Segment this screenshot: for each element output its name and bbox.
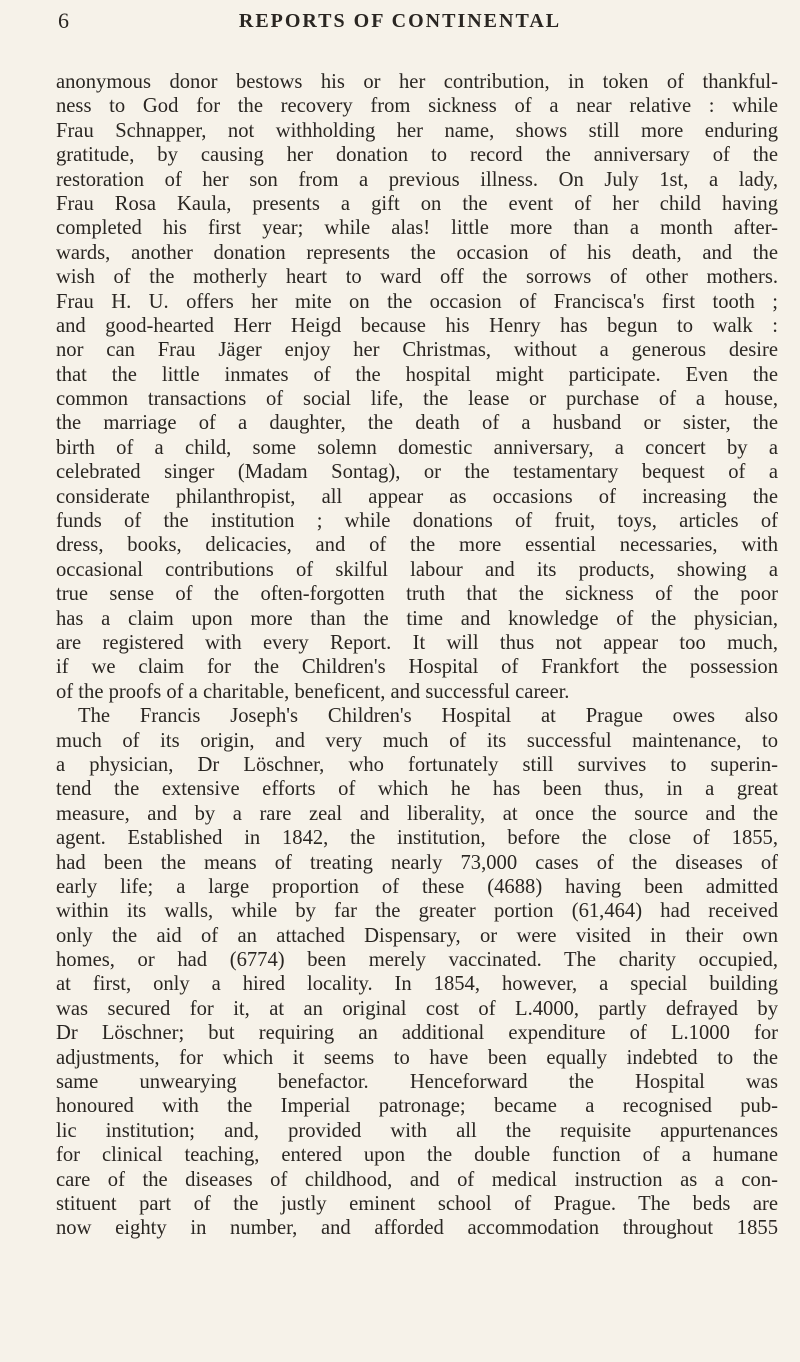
text-line: Dr Löschner; but requiring an additional expenditure of L.1000 for	[56, 1022, 778, 1045]
page-header	[0, 6, 800, 36]
text-line: early life; a large proportion of these (4688) having been admitted	[56, 875, 778, 898]
text-line: had been the means of treating nearly 73,000 cases of the diseases of	[56, 851, 778, 874]
text-line: occasional contributions of skilful labour and its products, showing a	[56, 558, 778, 581]
text-line: Frau H. U. offers her mite on the occasion of Francisca's first tooth ;	[56, 290, 778, 313]
text-line: ness to God for the recovery from sickness of a near relative : while	[56, 95, 778, 118]
text-line: birth of a child, some solemn domestic anniversary, a concert by a	[56, 436, 778, 459]
text-line: same unwearying benefactor. Henceforward the Hospital was	[56, 1071, 778, 1094]
text-line: celebrated singer (Madam Sontag), or the testamentary bequest of a	[56, 461, 778, 484]
text-line: anonymous donor bestows his or her contribution, in token of thankful-	[56, 71, 778, 93]
text-line: stituent part of the justly eminent school of Prague. The beds are	[56, 1192, 778, 1215]
text-line: much of its origin, and very much of its successful maintenance, to	[56, 729, 778, 752]
text-line: adjustments, for which it seems to have been equally indebted to the	[56, 1046, 778, 1069]
text-line: care of the diseases of childhood, and of medical instruction as a con-	[56, 1168, 778, 1191]
text-line: now eighty in number, and afforded accommodation throughout 1855	[56, 1217, 778, 1240]
text-line: for clinical teaching, entered upon the double function of a humane	[56, 1144, 778, 1167]
text-line: funds of the institution ; while donations of fruit, toys, articles of	[56, 510, 778, 533]
text-line: restoration of her son from a previous illness. On July 1st, a lady,	[56, 168, 778, 191]
text-line: honoured with the Imperial patronage; became a recognised pub-	[56, 1095, 778, 1118]
text-line: Frau Schnapper, not withholding her name, shows still more enduring	[56, 119, 778, 142]
text-line: considerate philanthropist, all appear as occasions of increasing the	[56, 485, 778, 508]
text-line: at first, only a hired locality. In 1854, however, a special building	[56, 973, 778, 996]
text-line: wish of the motherly heart to ward off the sorrows of other mothers.	[56, 266, 778, 289]
text-line: true sense of the often-forgotten truth that the sickness of the poor	[56, 583, 778, 606]
text-line: and good-hearted Herr Heigd because his Henry has begun to walk :	[56, 314, 778, 337]
text-line: dress, books, delicacies, and of the more essential necessaries, with	[56, 534, 778, 557]
text-line: Frau Rosa Kaula, presents a gift on the event of her child having	[56, 192, 778, 215]
text-line: measure, and by a rare zeal and liberality, at once the source and the	[56, 802, 778, 825]
text-line: a physician, Dr Löschner, who fortunately still survives to superin-	[56, 753, 778, 776]
text-line: wards, another donation represents the occasion of his death, and the	[56, 241, 778, 264]
text-line: was secured for it, at an original cost of L.4000, partly defrayed by	[56, 997, 778, 1020]
text-line: tend the extensive efforts of which he has been thus, in a great	[56, 778, 778, 801]
text-line: are registered with every Report. It will thus not appear too much,	[56, 631, 778, 654]
page-number: 6	[58, 8, 70, 33]
text-line: that the little inmates of the hospital might participate. Even the	[56, 363, 778, 386]
text-line: has a claim upon more than the time and knowledge of the physician,	[56, 607, 778, 630]
text-line: gratitude, by causing her donation to record the anniversary of the	[56, 144, 778, 167]
text-line: completed his first year; while alas! little more than a month after-	[56, 217, 778, 240]
body-text	[56, 70, 778, 1241]
running-head: REPORTS OF CONTINENTAL	[238, 10, 562, 32]
text-line: The Francis Joseph's Children's Hospital at Prague owes also	[78, 705, 778, 728]
text-line: if we claim for the Children's Hospital of Frankfort the possession	[56, 656, 778, 679]
text-line: within its walls, while by far the greater portion (61,464) had received	[56, 900, 778, 923]
text-line: common transactions of social life, the lease or purchase of a house,	[56, 388, 778, 411]
text-line: agent. Established in 1842, the institution, before the close of 1855,	[56, 827, 778, 850]
text-line: only the aid of an attached Dispensary, or were visited in their own	[56, 924, 778, 947]
text-line: nor can Frau Jäger enjoy her Christmas, without a generous desire	[56, 339, 778, 362]
text-line: lic institution; and, provided with all the requisite appurtenances	[56, 1119, 778, 1142]
text-line: of the proofs of a charitable, beneficent, and successful career.	[56, 680, 570, 703]
text-line: homes, or had (6774) been merely vaccinated. The charity occupied,	[56, 949, 778, 972]
text-line: the marriage of a daughter, the death of a husband or sister, the	[56, 412, 778, 435]
